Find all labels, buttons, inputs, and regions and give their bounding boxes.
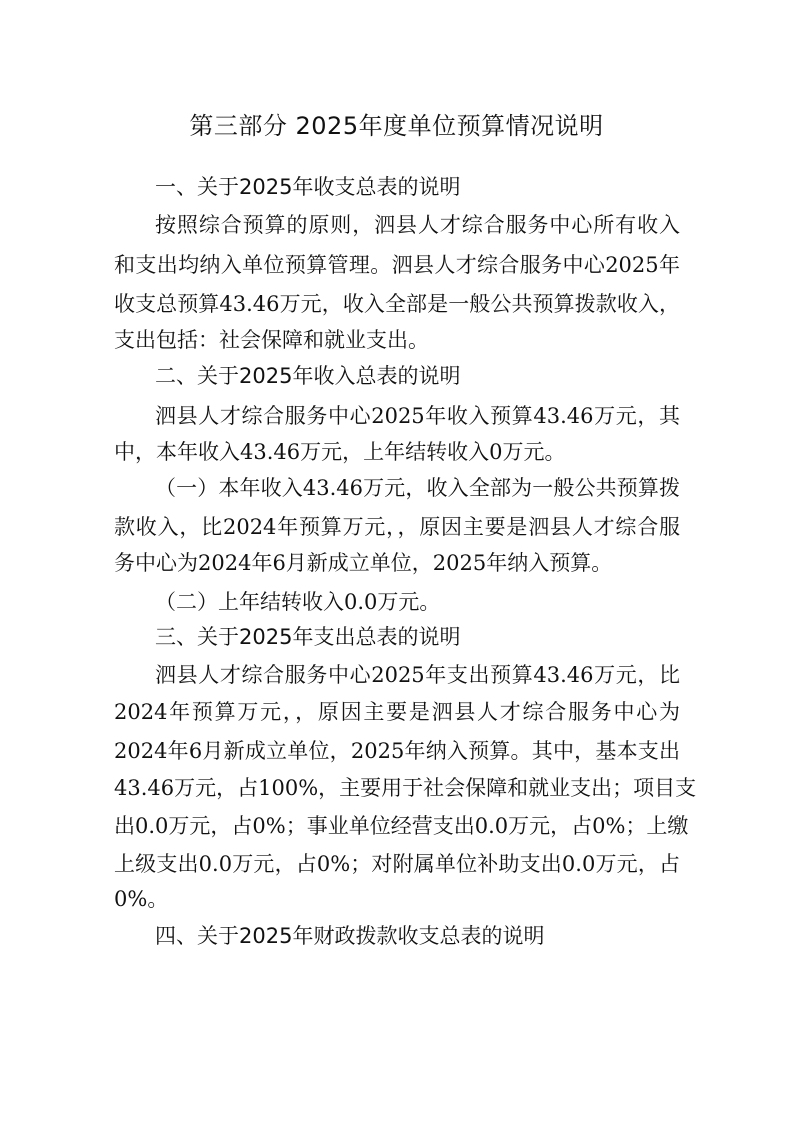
paragraph-line: 2024年预算万元，，原因主要是泗县人才综合服务中心为 bbox=[114, 700, 680, 724]
paragraph-line: 按照综合预算的原则，泗县人才综合服务中心所有收入 bbox=[155, 213, 680, 237]
paragraph-line: （二）上年结转收入0.0万元。 bbox=[155, 590, 441, 614]
paragraph-line: 43.46万元，占100%，主要用于社会保障和就业支出；项目支 bbox=[114, 776, 697, 800]
paragraph-line: 支出包括：社会保障和就业支出。 bbox=[114, 328, 429, 352]
section-heading-2: 二、关于2025年收入总表的说明 bbox=[155, 364, 461, 388]
section-heading-1: 一、关于2025年收支总表的说明 bbox=[155, 175, 461, 199]
section-heading-4: 四、关于2025年财政拨款收支总表的说明 bbox=[155, 924, 545, 948]
paragraph-line: 中，本年收入43.46万元，上年结转收入0万元。 bbox=[114, 440, 566, 464]
paragraph-line: 款收入，比2024年预算万元，，原因主要是泗县人才综合服 bbox=[114, 515, 680, 539]
section-heading-3: 三、关于2025年支出总表的说明 bbox=[155, 625, 461, 649]
paragraph-line: （一）本年收入43.46万元，收入全部为一般公共预算拨 bbox=[155, 476, 680, 500]
paragraph-line: 2024年6月新成立单位，2025年纳入预算。其中，基本支出 bbox=[114, 739, 680, 763]
paragraph-line: 务中心为2024年6月新成立单位，2025年纳入预算。 bbox=[114, 551, 613, 575]
paragraph-line: 和支出均纳入单位预算管理。泗县人才综合服务中心2025年 bbox=[114, 253, 680, 277]
paragraph-line: 0%。 bbox=[114, 887, 169, 911]
paragraph-line: 收支总预算43.46万元，收入全部是一般公共预算拨款收入， bbox=[114, 292, 680, 316]
paragraph-line: 泗县人才综合服务中心2025年支出预算43.46万元，比 bbox=[155, 663, 680, 687]
document-title: 第三部分 2025年度单位预算情况说明 bbox=[189, 112, 604, 140]
paragraph-line: 出0.0万元，占0%；事业单位经营支出0.0万元，占0%；上缴 bbox=[114, 814, 689, 838]
paragraph-line: 上级支出0.0万元，占0%；对附属单位补助支出0.0万元，占 bbox=[114, 852, 680, 876]
paragraph-line: 泗县人才综合服务中心2025年收入预算43.46万元，其 bbox=[155, 404, 680, 428]
